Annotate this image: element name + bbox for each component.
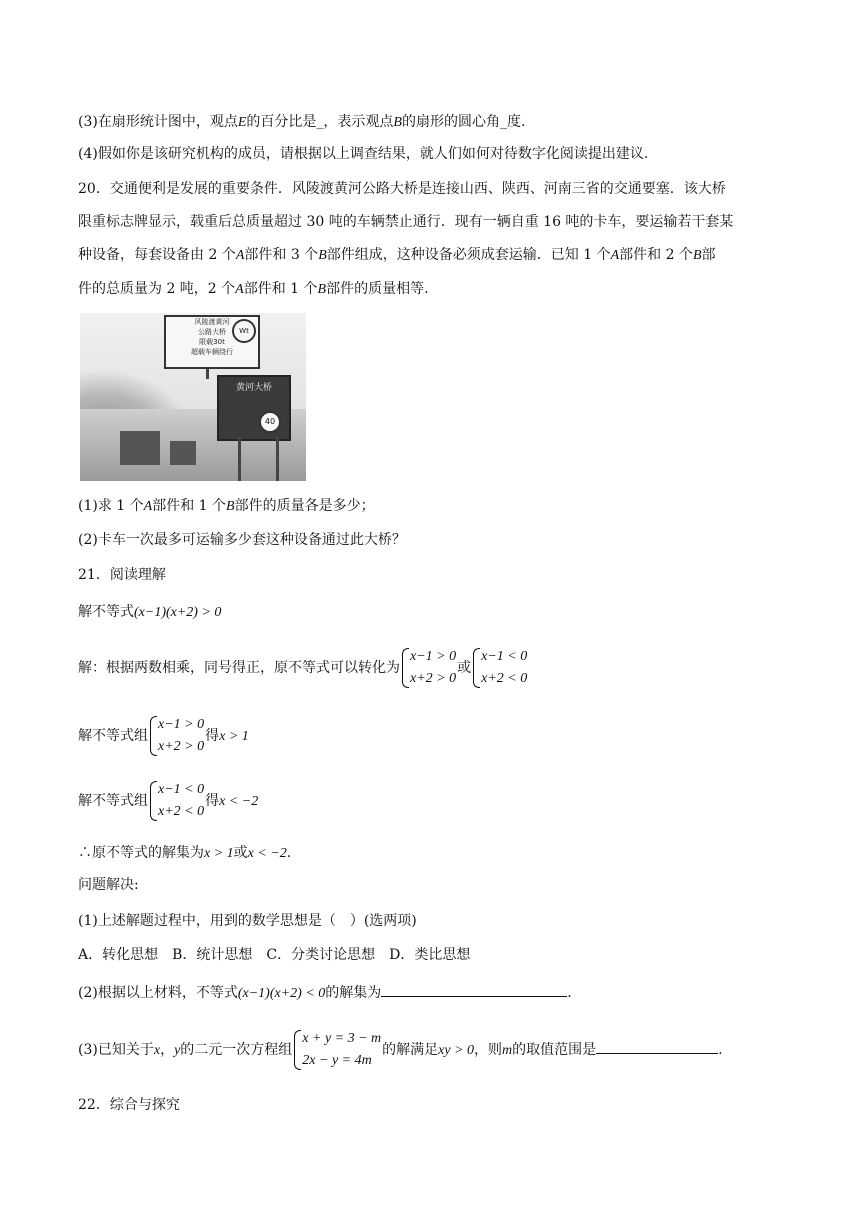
sign-text: 限载30t (199, 338, 225, 346)
q21-solution (78, 646, 528, 690)
result: x < −2 (247, 846, 287, 861)
text: (1)求 1 个 (78, 498, 144, 514)
text: (3)在扇形统计图中，观点 (78, 114, 238, 130)
eq: x + y = 3 − m (302, 1031, 382, 1046)
q21-part1: (1)上述解题过程中，用到的数学思想是（ ）(选两项) (78, 913, 417, 929)
q21-part2 (78, 982, 572, 1005)
text: (2)根据以上材料，不等式 (78, 985, 238, 1001)
text: ， (160, 1042, 175, 1058)
text: ∴原不等式的解集为 (78, 845, 204, 861)
text: 部件组成，这种设备必须成套运输．已知 1 个 (326, 247, 611, 263)
var-a: A (610, 248, 620, 263)
q19-part4: (4)假如你是该研究机构的成员，请根据以上调查结果，就人们如何对待数字化阅读提出建议. (78, 146, 649, 162)
text: 部 (701, 247, 716, 263)
q21-group1 (78, 714, 249, 759)
sign-pole (276, 437, 279, 481)
truck-shape (170, 441, 196, 465)
sign-text: 公路大桥 (198, 328, 226, 336)
var-a: A (235, 282, 244, 297)
q21-problem: 问题解决: (78, 877, 139, 893)
answer-blank[interactable] (596, 1039, 718, 1054)
text: 的扇形的圆心角_度. (401, 114, 526, 130)
result: x > 1 (204, 846, 234, 861)
text: 种设备，每套设备由 2 个 (78, 247, 236, 263)
text: 解不等式组 (78, 793, 148, 809)
text: 部件的质量相等. (326, 281, 429, 297)
q20-line3 (78, 244, 716, 267)
text: 部件和 3 个 (244, 247, 319, 263)
q19-part3 (78, 111, 525, 134)
q21-options: A．转化思想 B．统计思想 C．分类讨论思想 D．类比思想 (78, 947, 471, 963)
var-b: B (393, 115, 402, 130)
q22-title: 22．综合与探究 (78, 1097, 180, 1113)
q20-line1: 20．交通便利是发展的重要条件．风陵渡黄河公路大桥是连接山西、陕西、河南三省的交通要塞．该大桥 (78, 181, 726, 197)
bridge-sign-photo (80, 313, 306, 481)
text: 的取值范围是 (512, 1042, 597, 1058)
text: 的解集为 (325, 985, 382, 1001)
var-b: B (692, 248, 702, 263)
q20-sub2: (2)卡车一次最多可运输多少套这种设备通过此大桥？ (78, 532, 406, 548)
text: 部件的质量各是多少； (234, 498, 375, 514)
text: 的解满足 (382, 1042, 439, 1058)
text: 或 (233, 845, 248, 861)
equation-system (293, 1028, 381, 1072)
inequality: (x−1)(x+2) < 0 (237, 986, 326, 1001)
var-e: E (237, 115, 247, 130)
var-y: y (174, 1043, 181, 1058)
sign-text: 风陵渡黄河 (194, 318, 230, 326)
var-a: A (235, 248, 245, 263)
result: x > 1 (219, 729, 249, 744)
eq: 2x − y = 4m (302, 1053, 372, 1068)
text: 部件和 2 个 (619, 247, 693, 263)
text: 的百分比是_，表示观点 (246, 114, 394, 130)
text: 部件和 1 个 (243, 281, 318, 297)
text: 部件和 1 个 (152, 498, 227, 514)
eq: x+2 < 0 (481, 671, 528, 686)
eq: x+2 > 0 (410, 671, 457, 686)
q21-part3 (78, 1028, 723, 1073)
var-b: B (317, 282, 327, 297)
q21-example (78, 601, 221, 624)
var-b: B (226, 499, 235, 514)
text: 件的总质量为 2 吨，2 个 (78, 281, 236, 297)
text: . (286, 845, 292, 861)
sign-circle: Wt (232, 319, 256, 343)
eq: x−1 > 0 (410, 649, 457, 664)
bridge-sign-text: 黄河大桥 (235, 383, 272, 393)
truck-shape (120, 431, 160, 465)
system-negative (149, 779, 204, 823)
eq: x+2 < 0 (158, 804, 205, 819)
eq: x−1 < 0 (158, 782, 205, 797)
var-b: B (318, 248, 327, 263)
condition: xy > 0 (438, 1043, 475, 1058)
eq: x−1 < 0 (481, 649, 528, 664)
result: x < −2 (219, 794, 259, 809)
system-negative (472, 646, 527, 690)
eq: x+2 > 0 (158, 739, 205, 754)
text: 解不等式 (78, 604, 134, 620)
var-x: x (153, 1043, 161, 1058)
text: 解：根据两数相乘，同号得正，原不等式可以转化为 (78, 660, 400, 676)
sign-pole (238, 437, 241, 481)
text: (3)已知关于 (78, 1042, 154, 1058)
var-m: m (502, 1043, 513, 1058)
answer-blank[interactable] (381, 982, 567, 997)
text: ，则 (474, 1042, 503, 1058)
var-a: A (143, 499, 153, 514)
system-positive (149, 714, 204, 758)
text: . (567, 985, 572, 1001)
q21-conclusion (78, 842, 291, 865)
text: . (718, 1042, 723, 1058)
text: 解不等式组 (78, 728, 148, 744)
q20-sub1 (78, 495, 375, 518)
text: 的二元一次方程组 (180, 1042, 293, 1058)
eq: x−1 > 0 (158, 717, 205, 732)
text: 或 (457, 660, 472, 676)
bridge-name-sign (217, 375, 291, 441)
speed-circle: 40 (259, 411, 281, 433)
text: 得 (205, 793, 220, 809)
q20-line4 (78, 278, 429, 301)
q21-title: 21．阅读理解 (78, 567, 166, 583)
system-positive (401, 646, 456, 690)
q21-group2 (78, 779, 258, 824)
q20-line2: 限重标志牌显示，载重后总质量超过 30 吨的车辆禁止通行．现有一辆自重 16 吨的卡车，要运输若干套某 (78, 214, 734, 230)
inequality: (x−1)(x+2) > 0 (134, 605, 222, 620)
sign-text: 超载车辆绕行 (191, 348, 233, 356)
text: 得 (205, 728, 220, 744)
